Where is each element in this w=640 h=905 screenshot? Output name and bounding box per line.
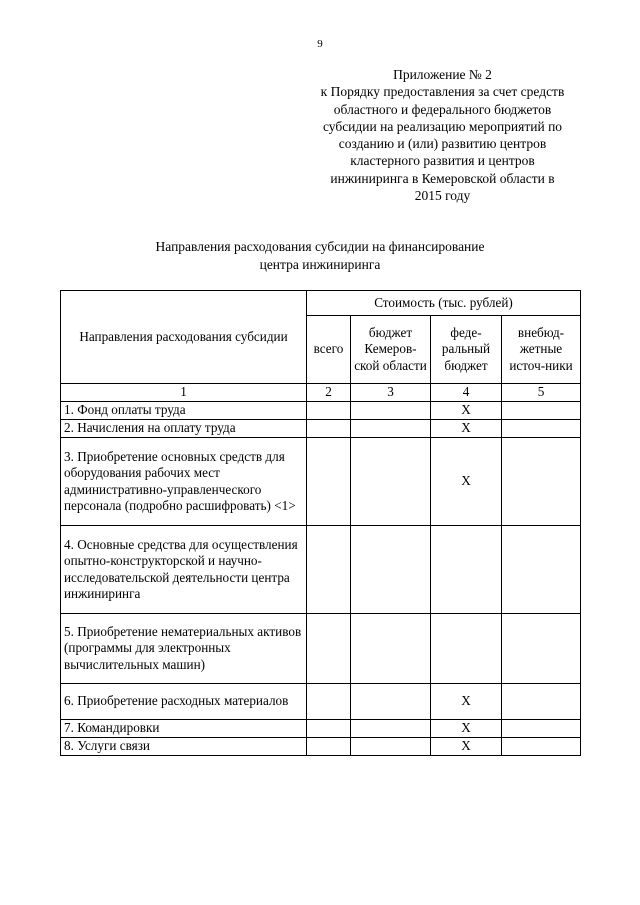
cell-total <box>307 684 351 720</box>
column-number: 2 <box>307 384 351 402</box>
table-row <box>61 614 581 684</box>
cell-federal <box>431 614 502 684</box>
table-row <box>61 438 581 526</box>
table-row <box>61 684 581 720</box>
table-row <box>61 420 581 438</box>
row-name: 2. Начисления на оплату труда <box>61 420 307 438</box>
cell-federal: X <box>431 402 502 420</box>
column-number: 4 <box>431 384 502 402</box>
cell-extrabudget <box>502 738 581 756</box>
cell-extrabudget <box>502 420 581 438</box>
cell-extrabudget <box>502 720 581 738</box>
header-total: всего <box>307 316 351 384</box>
cell-extrabudget <box>502 614 581 684</box>
appendix-line: 2015 году <box>414 188 471 204</box>
appendix-line: областного и федерального бюджетов <box>333 101 552 117</box>
table-row <box>61 738 581 756</box>
column-number: 3 <box>351 384 431 402</box>
cell-total <box>307 438 351 526</box>
cell-regional <box>351 738 431 756</box>
cell-extrabudget <box>502 526 581 614</box>
cell-regional <box>351 438 431 526</box>
cell-regional <box>351 526 431 614</box>
page-number: 9 <box>317 38 323 50</box>
cell-federal: X <box>431 738 502 756</box>
document-title-line: Направления расходования субсидии на финансирование <box>155 239 485 254</box>
cell-federal: X <box>431 420 502 438</box>
cell-total <box>307 720 351 738</box>
header-directions: Направления расходования субсидии <box>61 291 307 384</box>
appendix-line: созданию и (или) развитию центров <box>338 136 547 152</box>
appendix-line: субсидии на реализацию мероприятий по <box>322 118 563 134</box>
column-number: 5 <box>502 384 581 402</box>
cell-regional <box>351 684 431 720</box>
table-row <box>61 720 581 738</box>
cell-regional <box>351 720 431 738</box>
header-federal-budget: феде-ральный бюджет <box>431 316 502 384</box>
row-name: 5. Приобретение нематериальных активов (программы для электронных вычислительных машин) <box>61 614 307 684</box>
cell-federal: X <box>431 720 502 738</box>
cell-total <box>307 420 351 438</box>
cell-federal: X <box>431 438 502 526</box>
table-row <box>61 526 581 614</box>
cell-regional <box>351 420 431 438</box>
cell-federal: X <box>431 684 502 720</box>
appendix-line: кластерного развития и центров <box>350 153 535 169</box>
cell-total <box>307 614 351 684</box>
appendix-title: Приложение № 2 <box>393 67 492 82</box>
cell-extrabudget <box>502 684 581 720</box>
row-name: 1. Фонд оплаты труда <box>61 402 307 420</box>
header-regional-budget: бюджет Кемеров-ской области <box>351 316 431 384</box>
cell-regional <box>351 402 431 420</box>
appendix-header <box>290 66 595 204</box>
row-name: 6. Приобретение расходных материалов <box>61 684 307 720</box>
cell-total <box>307 526 351 614</box>
header-cost-group: Стоимость (тыс. рублей) <box>307 291 581 316</box>
cell-total <box>307 738 351 756</box>
document-title-line: центра инжиниринга <box>259 256 381 272</box>
row-name: 3. Приобретение основных средств для оборудования рабочих мест административно-управленческого персонала (подробно расшифровать) <1> <box>61 438 307 526</box>
appendix-line: инжиниринга в Кемеровской области в <box>330 170 555 186</box>
row-name: 7. Командировки <box>61 720 307 738</box>
column-number: 1 <box>61 384 307 402</box>
table-row <box>61 402 581 420</box>
document-title <box>0 238 640 273</box>
appendix-line: к Порядку предоставления за счет средств <box>320 84 565 100</box>
header-extrabudgetary: внебюд-жетные источ-ники <box>502 316 581 384</box>
cell-extrabudget <box>502 438 581 526</box>
cell-federal <box>431 526 502 614</box>
expenditure-table <box>60 290 581 756</box>
row-name: 4. Основные средства для осуществления опытно-конструкторской и научно-исследовательской деятельности центра инжиниринга <box>61 526 307 614</box>
cell-regional <box>351 614 431 684</box>
cell-total <box>307 402 351 420</box>
cell-extrabudget <box>502 402 581 420</box>
row-name: 8. Услуги связи <box>61 738 307 756</box>
